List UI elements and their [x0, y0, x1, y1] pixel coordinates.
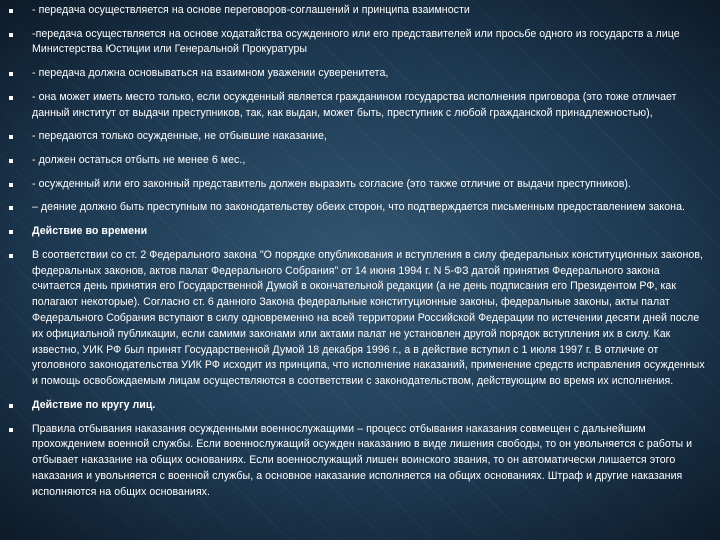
bullet-text: Действие по кругу лиц.: [32, 398, 156, 411]
bullet-square-icon: [9, 96, 13, 100]
bullet-text: - она может иметь место только, если осужденный является гражданином государства исполнения приговора (это тоже отличает данный институт от выдачи преступников, так, как выдан, может быть, преступник с любой гражданской принадлежностью),: [32, 90, 677, 119]
bullet-item: [8, 129, 706, 145]
bullet-item: [8, 200, 706, 216]
section-heading: [8, 398, 706, 414]
bullet-text: - должен остаться отбыть не менее 6 мес.,: [32, 154, 246, 167]
bullet-text: Правила отбывания наказания осужденными военнослужащими – процесс отбывания наказания совмещен с дальнейшим прохождением военной службы. Если военнослужащий осужден наказанию в виде лишения свободы, то он увольняется с работы и отбывает наказание на общих основаниях. Если военнослужащий лишен воинского звания, то он автоматически лишается этого наказания и увольняется с военной службы, а основное наказание исполняется на общих основаниях. Штраф и другие наказания исполняются на общих основаниях.: [32, 422, 693, 498]
bullet-text: Действие во времени: [32, 225, 148, 238]
bullet-square-icon: [9, 206, 13, 210]
bullet-square-icon: [9, 135, 13, 139]
bullet-square-icon: [9, 33, 13, 37]
bullet-text: -передача осуществляется на основе ходатайства осужденного или его представителей или просьбе одного из государств а лице Министерства Юстиции или Генеральной Прокуратуры: [32, 27, 680, 56]
bullet-item: [8, 177, 706, 193]
bullet-text: – деяние должно быть преступным по законодательству обеих сторон, что подтверждается письменным предоставлением закона.: [32, 201, 686, 214]
section-heading: [8, 224, 706, 240]
bullet-item: [8, 422, 706, 501]
bullet-item: [8, 66, 706, 82]
bullet-item: [8, 248, 706, 390]
bullet-square-icon: [9, 183, 13, 187]
bullet-square-icon: [9, 254, 13, 258]
bullet-square-icon: [9, 404, 13, 408]
bullet-item: [8, 27, 706, 59]
bullet-text: - осужденный или его законный представитель должен выразить согласие (это также отличие от выдачи преступников).: [32, 177, 631, 190]
bullet-item: [8, 90, 706, 122]
bullet-item: [8, 153, 706, 169]
bullet-list: [8, 3, 706, 501]
bullet-text: В соответствии со ст. 2 Федерального закона "О порядке опубликования и вступления в силу федеральных конституционных законов, федеральных законов, актов палат Федерального Собрания" от 14 июня 1994 г. N 5-ФЗ датой принятия Федерального закона считается день принятия его Государственной Думой в окончательной редакции (а не день подписания его Президентом РФ, как полагают некоторые). Согласно ст. 6 данного Закона федеральные конституционные законы, федеральные законы, акты палат Федерального Собрания вступают в силу одновременно на всей территории Российской Федерации по истечении десяти дней после их официальной публикации, если самими законами или актами палат не установлен другой порядок вступления их в силу. Как известно, УИК РФ был принят Государственной Думой 18 декабря 1996 г., а в действие вступил с 1 июля 1997 г. В отличие от уголовного законодательства УИК РФ исходит из принципа, что исполнение наказаний, применение средств исправления осужденных и помощь освобождаемым лицам осуществляются в соответствии с законодательством, действующим во время их исполнения.: [32, 248, 705, 388]
bullet-text: - передаются только осужденные, не отбывшие наказание,: [32, 130, 327, 143]
bullet-square-icon: [9, 72, 13, 76]
bullet-text: - передача осуществляется на основе переговоров-соглашений и принципа взаимности: [32, 4, 470, 16]
bullet-text: - передача должна основываться на взаимном уважении суверенитета,: [32, 67, 389, 80]
bullet-square-icon: [9, 428, 13, 432]
bullet-square-icon: [9, 9, 13, 13]
bullet-item: [8, 3, 706, 19]
bullet-square-icon: [9, 230, 13, 234]
bullet-square-icon: [9, 159, 13, 163]
